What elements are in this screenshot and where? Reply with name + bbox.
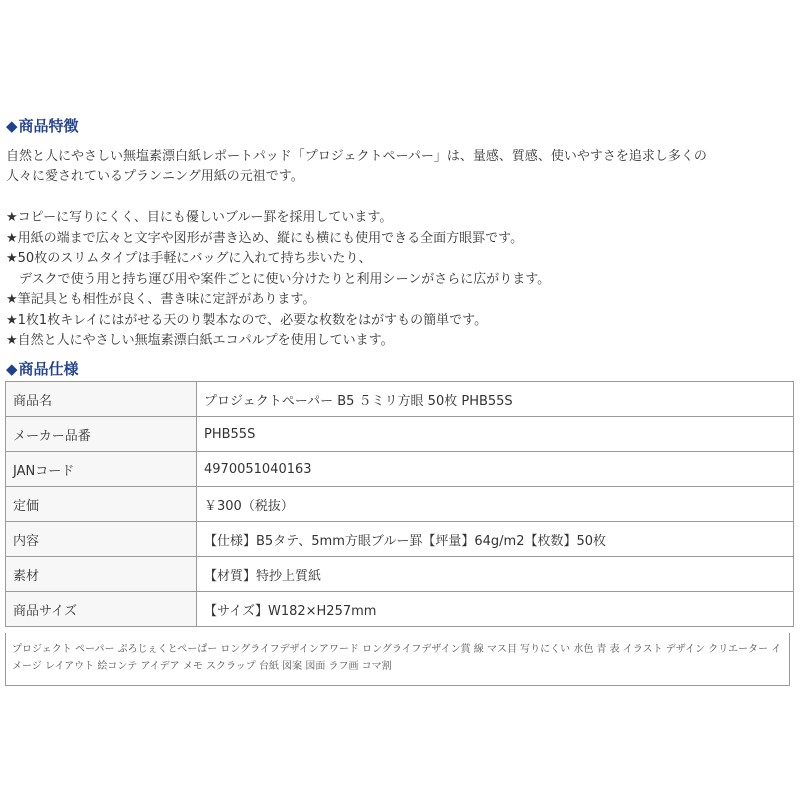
feature-list bbox=[6, 208, 796, 352]
table-row bbox=[6, 417, 794, 452]
spec-value-price: ￥300（税抜） bbox=[197, 487, 794, 522]
spec-value-jan-code: 4970051040163 bbox=[197, 452, 794, 487]
spec-label-product-name: 商品名 bbox=[6, 382, 197, 417]
spec-heading bbox=[6, 359, 79, 379]
intro-line: 自然と人にやさしい無塩素漂白紙レポートパッド「プロジェクトペーパー」は、量感、質感、使いやすさを追求し多くの bbox=[6, 149, 707, 164]
spec-label-price: 定価 bbox=[6, 487, 197, 522]
table-row bbox=[6, 382, 794, 417]
feature-item: ★1枚1枚キレイにはがせる天のり製本なので、必要な枚数をはがすもの簡単です。 bbox=[6, 312, 488, 328]
diamond-bullet-icon: ◆ bbox=[6, 117, 18, 135]
spec-label-maker-code: メーカー品番 bbox=[6, 417, 197, 452]
spec-label-size: 商品サイズ bbox=[6, 592, 197, 627]
spec-label-contents: 内容 bbox=[6, 522, 197, 557]
feature-item-continuation: デスクで使う用と持ち運び用や案件ごとに使い分けたりと利用シーンがさらに広がります。 bbox=[19, 271, 551, 287]
spec-heading-text: 商品仕様 bbox=[18, 360, 79, 378]
table-row bbox=[6, 487, 794, 522]
table-row bbox=[6, 557, 794, 592]
spec-value-material: 【材質】特抄上質紙 bbox=[197, 557, 794, 592]
spec-value-product-name: プロジェクトペーパー B5 ５ミリ方眼 50枚 PHB55S bbox=[197, 382, 794, 417]
diamond-bullet-icon: ◆ bbox=[6, 360, 18, 378]
intro-line: 人々に愛されているプランニング用紙の元祖です。 bbox=[6, 169, 304, 184]
table-row bbox=[6, 592, 794, 627]
spec-table bbox=[5, 381, 794, 627]
features-heading bbox=[6, 116, 79, 136]
table-row bbox=[6, 522, 794, 557]
features-heading-text: 商品特徴 bbox=[18, 117, 79, 135]
spec-value-maker-code: PHB55S bbox=[197, 417, 794, 452]
feature-item: ★自然と人にやさしい無塩素漂白紙エコパルプを使用しています。 bbox=[6, 333, 394, 348]
intro-paragraph bbox=[6, 147, 796, 187]
search-tags: プロジェクト ペーパー ぷろじぇくとぺーぱー ロングライフデザインアワード ロングライフデザイン賞 線 マス目 写りにくい 水色 青 表 イラスト デザイン クリエーター イメージ レイアウト 絵コンテ アイデア メモ スクラップ 台紙 図案 図面 ラフ画 コマ割 bbox=[5, 633, 790, 686]
spec-label-material: 素材 bbox=[6, 557, 197, 592]
table-row bbox=[6, 452, 794, 487]
spec-value-size: 【サイズ】W182×H257mm bbox=[197, 592, 794, 627]
feature-item: ★コピーに写りにくく、目にも優しいブルー罫を採用しています。 bbox=[6, 210, 393, 225]
feature-item: ★50枚のスリムタイプは手軽にバッグに入れて持ち歩いたり、 bbox=[6, 251, 372, 266]
spec-value-contents: 【仕様】B5タテ、5mm方眼ブルー罫【坪量】64g/m2【枚数】50枚 bbox=[197, 522, 794, 557]
spec-label-jan-code: JANコード bbox=[6, 452, 197, 487]
feature-item: ★用紙の端まで広々と文字や図形が書き込め、縦にも横にも使用できる全面方眼罫です。 bbox=[6, 230, 524, 246]
feature-item: ★筆記具とも相性が良く、書き味に定評があります。 bbox=[6, 292, 316, 307]
